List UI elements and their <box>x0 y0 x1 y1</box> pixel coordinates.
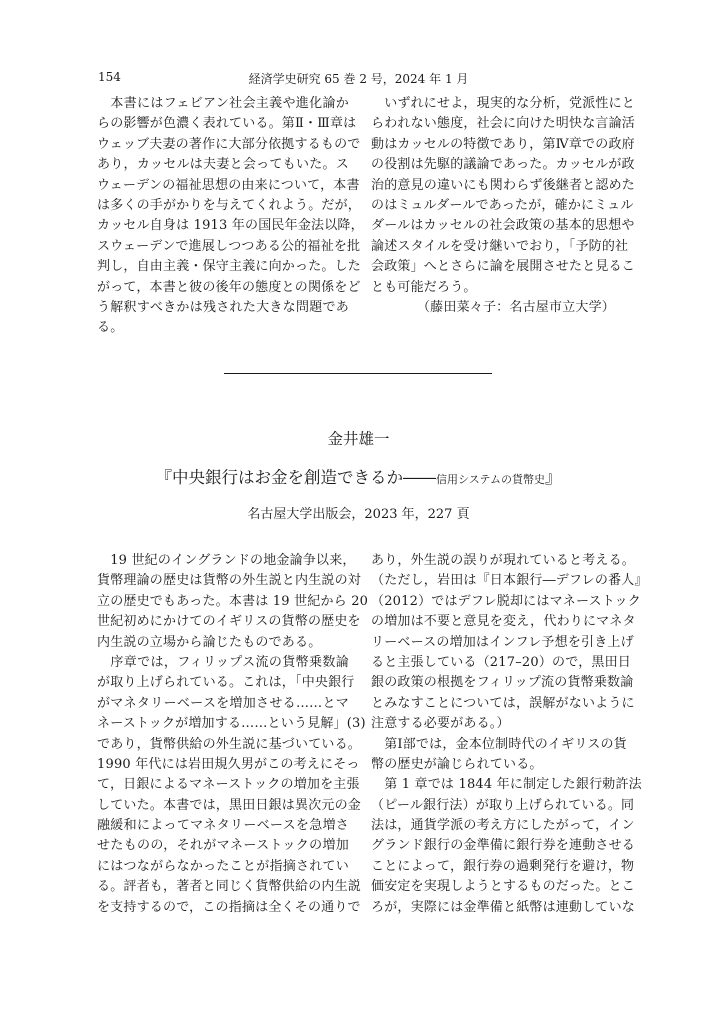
review2-left-column <box>97 551 369 918</box>
text-line: 会政策」へとさらに論を展開させたと見るこ <box>371 259 636 275</box>
text-line: （2012）ではデフレ脱却にはマネーストック <box>371 593 641 609</box>
reviewer-signature: （藤田菜々子：名古屋市立大学） <box>416 299 615 315</box>
text-line: 銀の政策の根拠をフィリップ流の貨幣乗数論 <box>371 675 634 691</box>
book-subtitle: 信用システムの貨幣史 <box>436 473 545 486</box>
text-line: していた。本書では，黒田日銀は異次元の金 <box>97 797 362 813</box>
text-line: あり，カッセルは夫妻と会ってもいた。ス <box>97 157 349 173</box>
text-line: あり，外生説の誤りが現れていると考える。 <box>371 553 636 568</box>
text-line: 19 世紀のイングランドの地金論争以来， <box>97 553 356 568</box>
text-line: がって，本書と彼の後年の態度との関係をど <box>97 279 361 295</box>
text-line: スウェーデンで進展しつつある公的福祉を批 <box>97 238 361 254</box>
text-line: 治的意見の違いにも関わらず後継者と認めた <box>371 177 636 193</box>
text-line: ろが，実際には金準備と紙幣は連動していな <box>371 899 636 915</box>
text-line: ウェッブ夫妻の著作に大部分依拠するもので <box>97 136 361 152</box>
text-line: 融緩和によってマネタリーベースを急増さ <box>97 818 349 834</box>
book-title-main: 『中央銀行はお金を創造できるか―― <box>155 468 437 487</box>
review2-right-column <box>371 551 648 918</box>
text-line: 第 1 章では 1844 年に制定した銀行勅許法 <box>371 777 642 793</box>
text-line: らの影響が色濃く表れている。第Ⅱ・Ⅲ章は <box>97 116 357 132</box>
text-line: 内生説の立場から論じたものである。 <box>97 634 322 650</box>
text-line: いずれにせよ，現実的な分析，党派性にと <box>371 96 636 111</box>
text-line: る。 <box>97 320 124 336</box>
section-separator <box>224 373 492 374</box>
text-line: う解釈すべきかは残された大きな問題であ <box>97 299 349 315</box>
page-number: 154 <box>98 70 121 84</box>
text-line: のはミュルダールであったが，確かにミュル <box>371 197 634 213</box>
text-line: （ただし，岩田は『日本銀行―デフレの番人』 <box>371 573 648 589</box>
text-line: 動はカッセルの特徴であり，第Ⅳ章での政府 <box>371 136 635 152</box>
text-line: 世紀初めにかけてのイギリスの貨幣の歴史を <box>97 614 361 630</box>
text-line: 法は，通貨学派の考え方にしたがって，イン <box>371 818 635 834</box>
book-title-close: 』 <box>544 468 562 487</box>
text-line: ると主張している（217–20）ので，黒田日 <box>371 654 631 670</box>
text-line: にはつながらなかったことが指摘されてい <box>97 858 349 874</box>
review1-left-column <box>97 94 364 339</box>
text-line: ネーストックが増加する……という見解」(3) <box>97 716 366 732</box>
text-line: ダールはカッセルの社会政策の基本的思想や <box>371 218 635 234</box>
text-line: て，日銀によるマネーストックの増加を主張 <box>97 777 360 793</box>
text-line: 幣の歴史が論じられている。 <box>371 756 543 772</box>
text-line: が取り上げられている。これは，「中央銀行 <box>97 675 355 691</box>
text-line: 注意する必要がある。） <box>371 716 510 732</box>
text-line: （ピール銀行法）が取り上げられている。同 <box>371 797 635 813</box>
text-line: 立の歴史でもあった。本書は 19 世紀から 20 <box>97 593 369 609</box>
text-line: せたものの，それがマネーストックの増加 <box>97 838 349 854</box>
text-line: とみなすことについては，誤解がないように <box>371 695 635 711</box>
running-header: 経済学史研究 65 巻 2 号，2024 年 1 月 <box>248 72 469 86</box>
text-line: らわれない態度，社会に向けた明快な言論活 <box>371 116 636 132</box>
book-publication-info: 名古屋大学出版会，2023 年，227 頁 <box>247 507 470 522</box>
book-author: 金井雄一 <box>327 430 390 448</box>
text-line: の役割は先駆的議論であった。カッセルが政 <box>371 157 635 173</box>
text-line: 貨幣理論の歴史は貨幣の外生説と内生説の対 <box>97 573 362 589</box>
text-line: 価安定を実現しようとするものだった。とこ <box>371 879 636 895</box>
text-line: ことによって，銀行券の過剰発行を避け，物 <box>371 858 635 874</box>
text-line: がマネタリーベースを増加させる……とマ <box>97 695 349 711</box>
text-line: 本書にはフェビアン社会主義や進化論か <box>97 96 349 111</box>
text-line: は多くの手がかりを与えてくれよう。だが， <box>97 197 362 213</box>
text-line: を支持するので，この指摘は全くその通りで <box>97 899 361 915</box>
text-line: とも可能だろう。 <box>371 279 477 295</box>
text-line: の増加は不要と意見を変え，代わりにマネタ <box>371 614 636 630</box>
text-line: リーベースの増加はインフレ予想を引き上げ <box>371 634 634 650</box>
book-title <box>0 464 717 488</box>
text-line: 序章では，フィリップス流の貨幣乗数論 <box>97 654 349 670</box>
text-line: 論述スタイルを受け継いでおり，「予防的社 <box>371 238 629 254</box>
text-line: ウェーデンの福祉思想の由来について，本書 <box>97 177 360 193</box>
text-line: グランド銀行の金準備に銀行券を連動させる <box>371 838 636 854</box>
text-line: 第Ⅰ部では，金本位制時代のイギリスの貨 <box>371 736 627 752</box>
text-line: る。評者も，著者と同じく貨幣供給の内生説 <box>97 879 362 895</box>
text-line: であり，貨幣供給の外生説に基づいている。 <box>97 736 362 752</box>
text-line: カッセル自身は 1913 年の国民年金法以降， <box>97 218 364 234</box>
text-line: 判し，自由主義・保守主義に向かった。した <box>97 259 362 275</box>
text-line: 1990 年代には岩田規久男がこの考えにそっ <box>97 756 360 772</box>
review1-right-column <box>371 94 636 318</box>
